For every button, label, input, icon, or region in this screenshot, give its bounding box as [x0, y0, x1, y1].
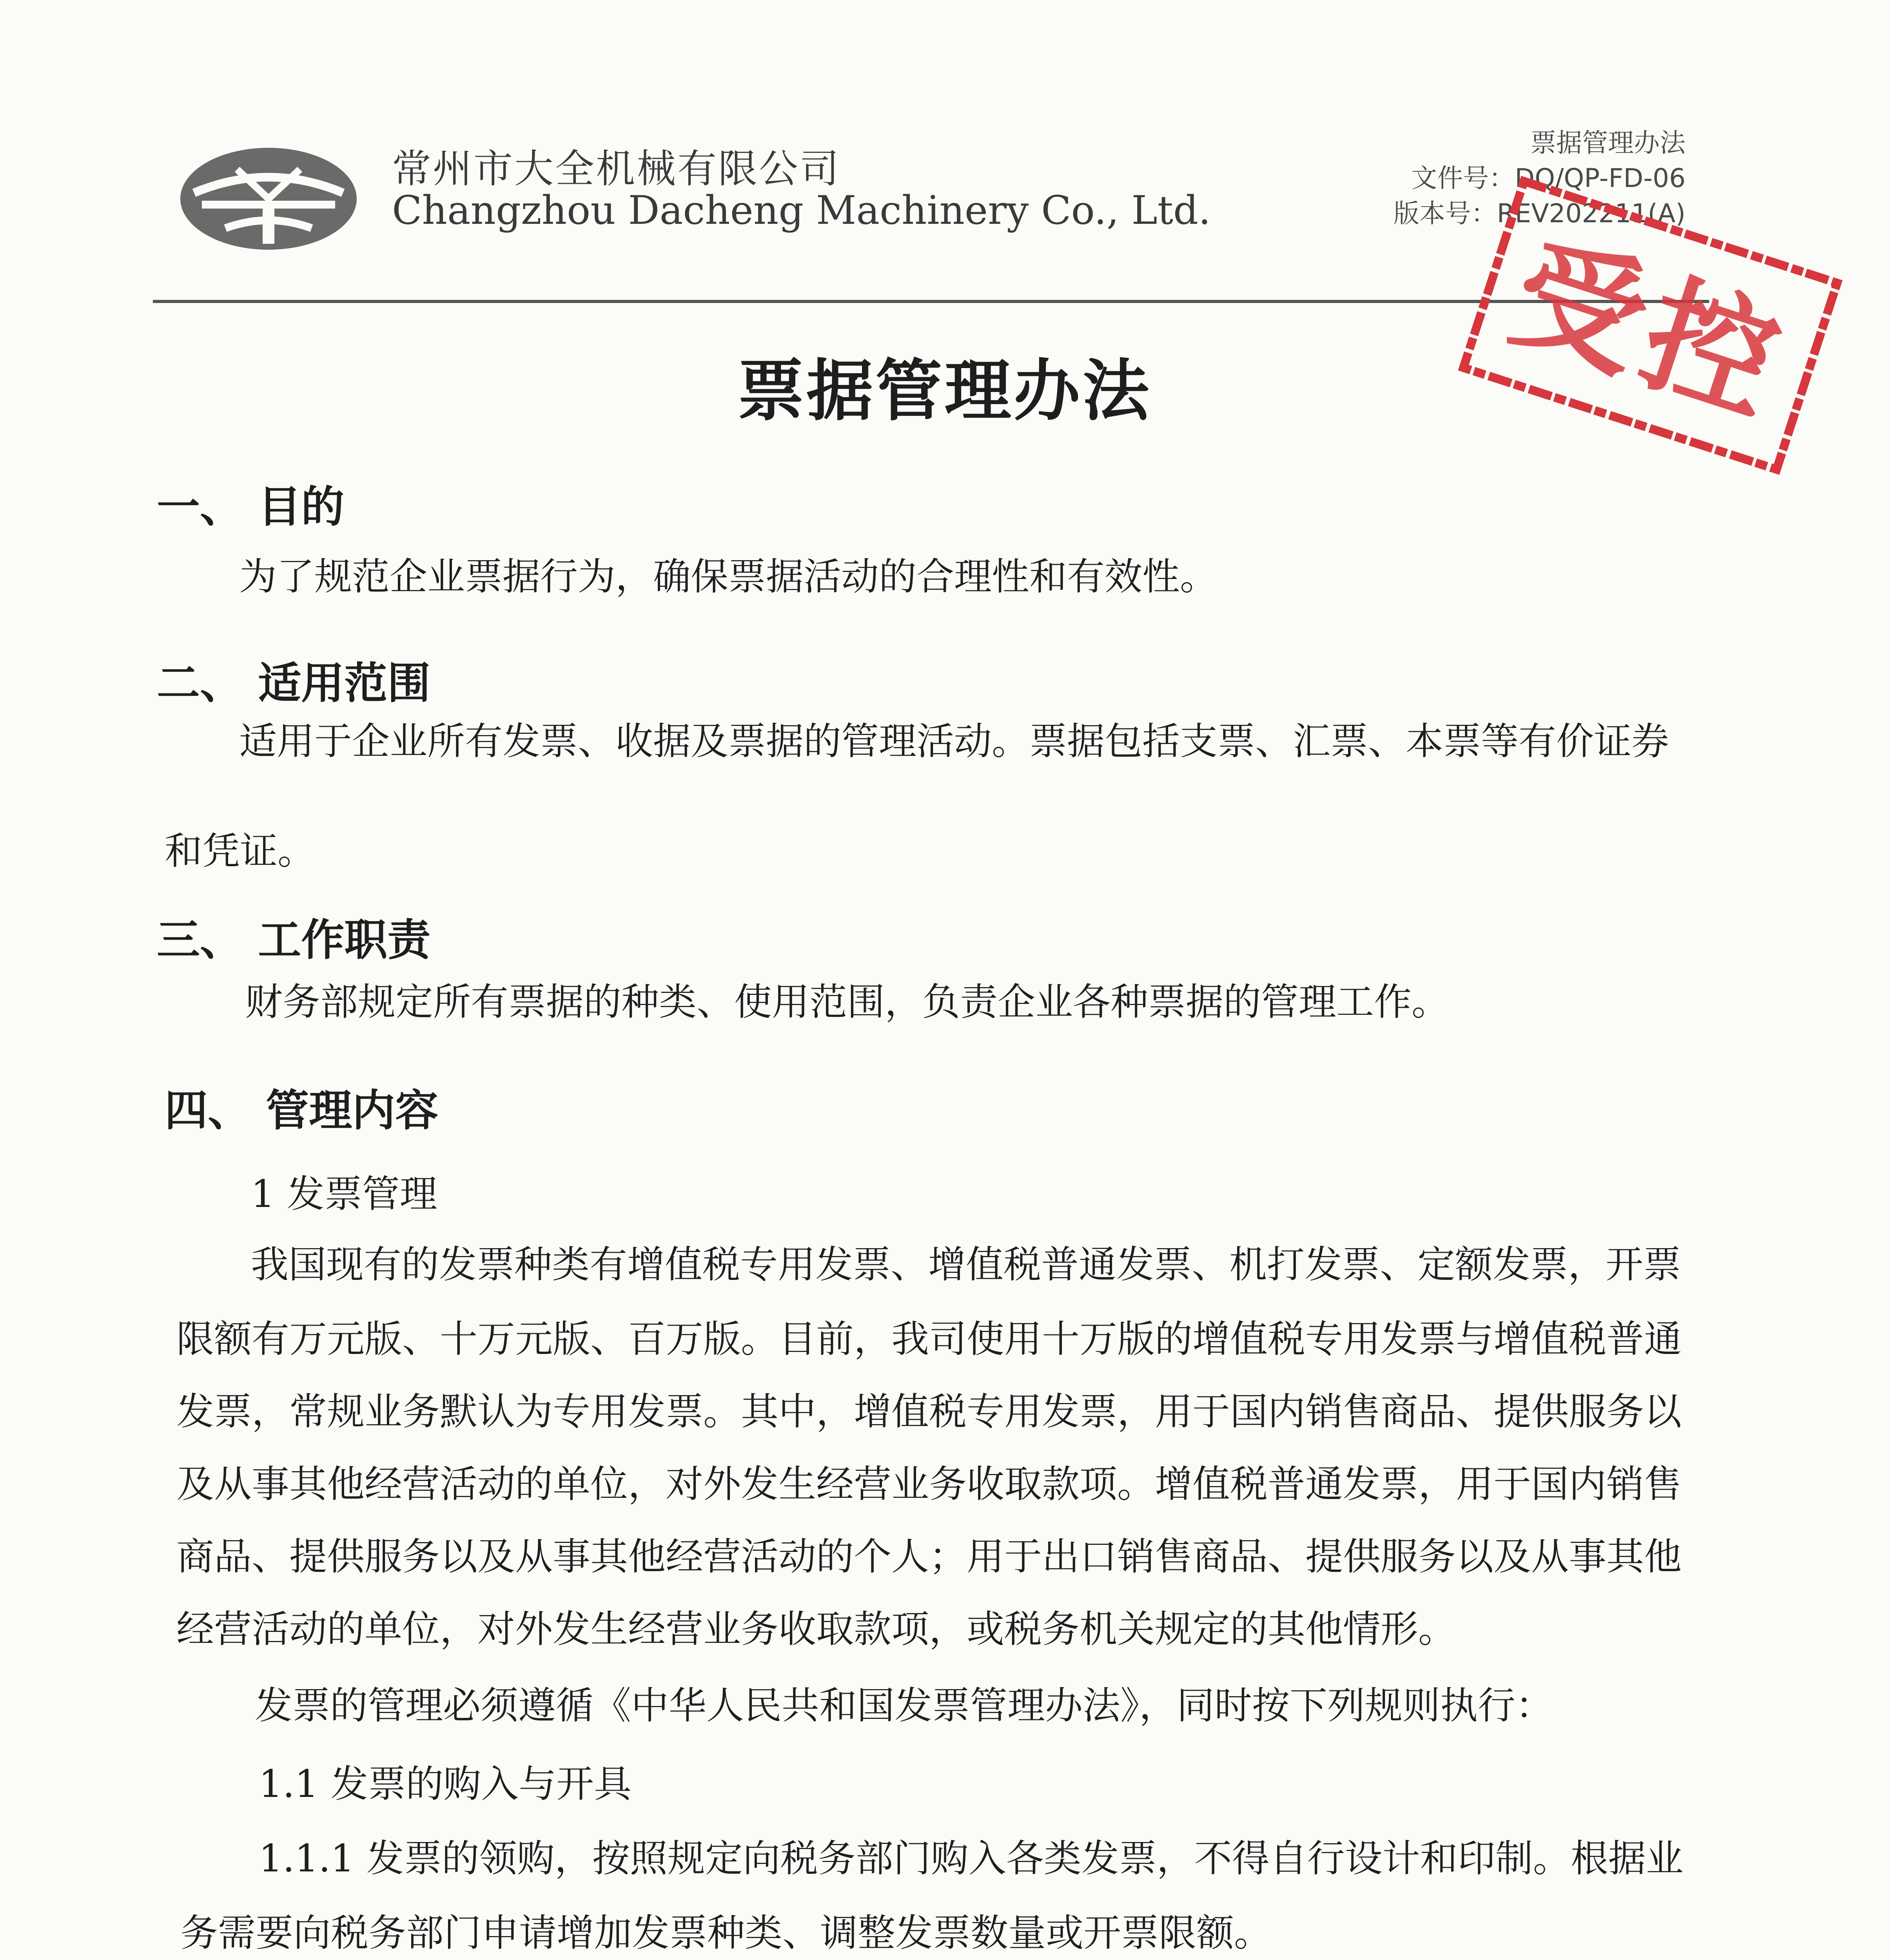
clause-1-1-1-line2: 务需要向税务部门申请增加发票种类、调整发票数量或开票限额。 — [180, 1911, 1272, 1955]
doc-name: 票据管理办法 — [1530, 128, 1686, 158]
section-heading-scope: 二、 适用范围 — [157, 658, 431, 708]
clause-1-1-1-line1: 1.1.1 发票的领购，按照规定向税务部门购入各类发票，不得自行设计和印制。根据业 — [259, 1837, 1684, 1880]
paragraph-line: 我国现有的发票种类有增值税专用发票、增值税普通发票、机打发票、定额发票，开票 — [251, 1243, 1681, 1287]
paragraph-line: 及从事其他经营活动的单位，对外发生经营业务收取款项。增值税普通发票，用于国内销售 — [176, 1462, 1682, 1506]
section-heading-purpose: 一、 目的 — [157, 481, 345, 532]
paragraph-line: 限额有万元版、十万元版、百万版。目前，我司使用十万版的增值税专用发票与增值税普通 — [176, 1317, 1682, 1361]
section-body-scope-line1: 适用于企业所有发票、收据及票据的管理活动。票据包括支票、汇票、本票等有价证券 — [239, 719, 1669, 763]
paragraph-line: 经营活动的单位，对外发生经营业务收取款项，或税务机关规定的其他情形。 — [176, 1607, 1456, 1651]
section-heading-content: 四、 管理内容 — [165, 1085, 439, 1136]
header-divider — [153, 300, 1709, 303]
paragraph-line: 发票，常规业务默认为专用发票。其中，增值税专用发票，用于国内销售商品、提供服务以 — [176, 1390, 1682, 1434]
stamp-text: 受控 — [1495, 215, 1803, 444]
version-number: 版本号：REV202211(A) — [1393, 198, 1686, 229]
file-number: 文件号：DQ/QP-FD-06 — [1411, 163, 1686, 193]
page-title: 票据管理办法 — [737, 352, 1152, 430]
section-body-scope-line2: 和凭证。 — [165, 829, 315, 873]
company-name-en: Changzhou Dacheng Machinery Co., Ltd. — [392, 187, 1211, 233]
subsection-invoice-management: 1 发票管理 — [251, 1172, 437, 1216]
paragraph-line: 发票的管理必须遵循《中华人民共和国发票管理办法》，同时按下列规则执行： — [255, 1684, 1553, 1728]
paragraph-line: 商品、提供服务以及从事其他经营活动的个人；用于出口销售商品、提供服务以及从事其他 — [176, 1535, 1682, 1579]
company-name-cn: 常州市大全机械有限公司 — [392, 146, 840, 192]
company-logo — [178, 146, 359, 252]
subsection-purchase-issue: 1.1 发票的购入与开具 — [259, 1762, 632, 1806]
section-body-duties: 财务部规定所有票据的种类、使用范围，负责企业各种票据的管理工作。 — [245, 980, 1449, 1024]
section-body-purpose: 为了规范企业票据行为，确保票据活动的合理性和有效性。 — [239, 555, 1218, 599]
section-heading-duties: 三、 工作职责 — [157, 915, 431, 965]
